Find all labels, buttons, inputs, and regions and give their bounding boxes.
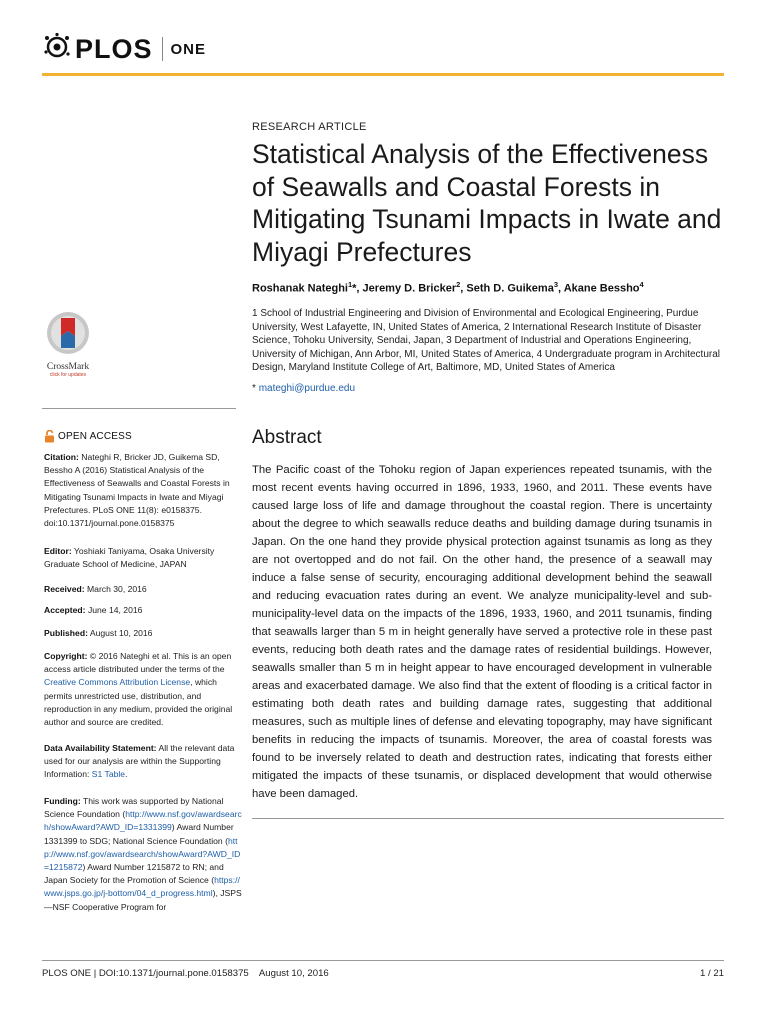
article-title: Statistical Analysis of the Effectiveness of Seawalls and Coastal Forests in Mitigating Tsunami Impacts in Iwate and Miyagi Prefectures xyxy=(252,139,722,267)
license-link[interactable]: Creative Commons Attribution License xyxy=(44,677,191,688)
funding-block: Funding: This work was supported by National Science Foundation (http://www.nsf.gov/awardsearch/showAward?AWD_ID=1331399) Award Number 1331399 to SDG; National Science Foundation (http://www.nsf.gov/awardsearch/showAward?AWD_ID=1215872) Award Number 1215872 to RN; and Japan Society for the Promotion of Science (https://www.jsps.go.jp/j-bottom/04_d_progress.html), JSPS—NSF Cooperative Program for xyxy=(44,796,242,912)
page-number: 1 / 21 xyxy=(699,968,724,979)
author-affiliation-mark: 2 xyxy=(456,280,461,289)
abstract-text: The Pacific coast of the Tohoku region of Japan experiences repeated tsunamis, with the most recent events having occurred in 1896, 1933, 1960, and 2011. These events have caused large loss of life and damage throughout the coastal region. There is uncertainty about the degree to which seawalls reduce deaths and building damage during tsunamis in Japan. On the one hand they provide physical protection against tsunamis as long as they are not overtopped and do not fail. On the other hand, the presence of a seawall may induce a false sense of security, encouraging additional development behind the seawall and reducing evacuation rates during an event. We analyze municipality-level and sub-municipality-level data on the impacts of the 1896, 1933, 1960, and 2011 tsunamis, finding that seawalls larger than 5 m in height generally have served a protective role in these past events, reducing both death rates and the damage rates of residential buildings. However, seawalls smaller than 5 m in height appear to have encouraged development in vulnerable areas and exacerbated damage. We also find that the extent of flooding is a critical factor in estimating both death rates and building damage rates, suggesting that additional measures, such as multiple lines of defense and elevating topography, may have significant benefits in reducing the impacts of tsunamis. Moreover, the area of coastal forests was found to be inversely related to death and destruction rates, indicating that forests either mitigated the impacts of these tsunamis, or displaced development that would otherwise have been damaged. xyxy=(252,464,712,800)
citation-block: Citation: Nateghi R, Bricker JD, Guikema SD, Bessho A (2016) Statistical Analysis of the Effectiveness of Seawalls and Coastal Forests in Mitigating Tsunami Impacts in Iwate and Miyagi Prefectures. PLoS ONE 11(8): e0158375. doi:10.1371/journal.pone.0158375 xyxy=(44,452,230,529)
funding-link[interactable]: http://www.nsf.gov/awardsearch/showAward?AWD_ID=1215872 xyxy=(44,835,241,873)
copyright-block: Copyright: © 2016 Nateghi et al. This is an open access article distributed under the terms of the Creative Commons Attribution License, which permits unrestricted use, distribution, and reproduction in any medium, provided the original author and source are credited. xyxy=(44,651,233,728)
abstract-heading: Abstract xyxy=(252,427,322,448)
accepted-date: Accepted: June 14, 2016 xyxy=(44,605,143,615)
brand-name: PLOS xyxy=(75,33,153,64)
crossmark-sublabel: click for updates xyxy=(49,372,87,378)
editor-block: Editor: Yoshiaki Taniyama, Osaka University Graduate School of Medicine, JAPAN xyxy=(44,546,215,570)
article-type-label: RESEARCH ARTICLE xyxy=(252,121,367,133)
data-availability-block: Data Availability Statement: All the relevant data used for our analysis are within the Supporting Information: S1 Table. xyxy=(44,743,235,780)
author-affiliation-mark: 4 xyxy=(639,280,644,289)
author-name[interactable]: Jeremy D. Bricker xyxy=(362,282,457,295)
affiliations: 1 School of Industrial Engineering and Division of Environmental and Ecological Engineering, Purdue University, West Lafayette, IN, United States of America, 2 International Research Institute of Disaster Science, Tohoku University, Sendai, Japan, 3 Department of Industrial and Operations Engineering, University of Michigan, Ann Arbor, MI, United States of America, 4 Undergraduate program in Architectural Design, Maryland Institute College of Art, Baltimore, MD, United States of America xyxy=(252,308,721,374)
corresponding-email xyxy=(252,383,355,394)
published-date: Published: August 10, 2016 xyxy=(44,628,153,638)
footer-citation: PLOS ONE | DOI:10.1371/journal.pone.0158375 August 10, 2016 xyxy=(42,968,329,979)
logo-divider xyxy=(162,37,163,61)
s1-table-link[interactable]: S1 Table xyxy=(91,769,126,780)
plos-one-logo[interactable] xyxy=(42,34,206,64)
author-affiliation-mark: 1 xyxy=(347,280,353,289)
plos-logo-icon xyxy=(42,32,72,67)
journal-name: ONE xyxy=(170,40,207,58)
author-name[interactable]: Roshanak Nateghi xyxy=(252,282,348,295)
crossmark-icon xyxy=(42,310,94,361)
corresponding-mark: * xyxy=(352,282,357,295)
received-date: Received: March 30, 2016 xyxy=(44,584,147,594)
sidebar-divider xyxy=(42,408,236,409)
email-link[interactable]: mateghi@purdue.edu xyxy=(258,383,356,394)
open-lock-icon xyxy=(44,430,55,443)
email-star: * xyxy=(252,383,256,394)
open-access-label: OPEN ACCESS xyxy=(44,430,132,443)
crossmark-badge[interactable] xyxy=(42,310,94,378)
abstract-divider xyxy=(252,818,724,819)
header-accent-rule xyxy=(42,73,724,76)
crossmark-label: CrossMark xyxy=(46,362,90,372)
author-name[interactable]: Akane Bessho xyxy=(563,282,640,295)
author-affiliation-mark: 3 xyxy=(553,280,558,289)
funding-link[interactable]: http://www.nsf.gov/awardsearch/showAward?AWD_ID=1331399 xyxy=(44,809,242,833)
author-name[interactable]: Seth D. Guikema xyxy=(466,282,554,295)
author-list: Roshanak Nateghi$^1$*, Jeremy D. Bricker$^2$, Seth D. Guikema$^3$, Akane Bessho$^4$ xyxy=(252,280,644,295)
funding-link[interactable]: https://www.jsps.go.jp/j-bottom/04_d_progress.html xyxy=(44,875,240,899)
footer-rule xyxy=(42,960,724,961)
